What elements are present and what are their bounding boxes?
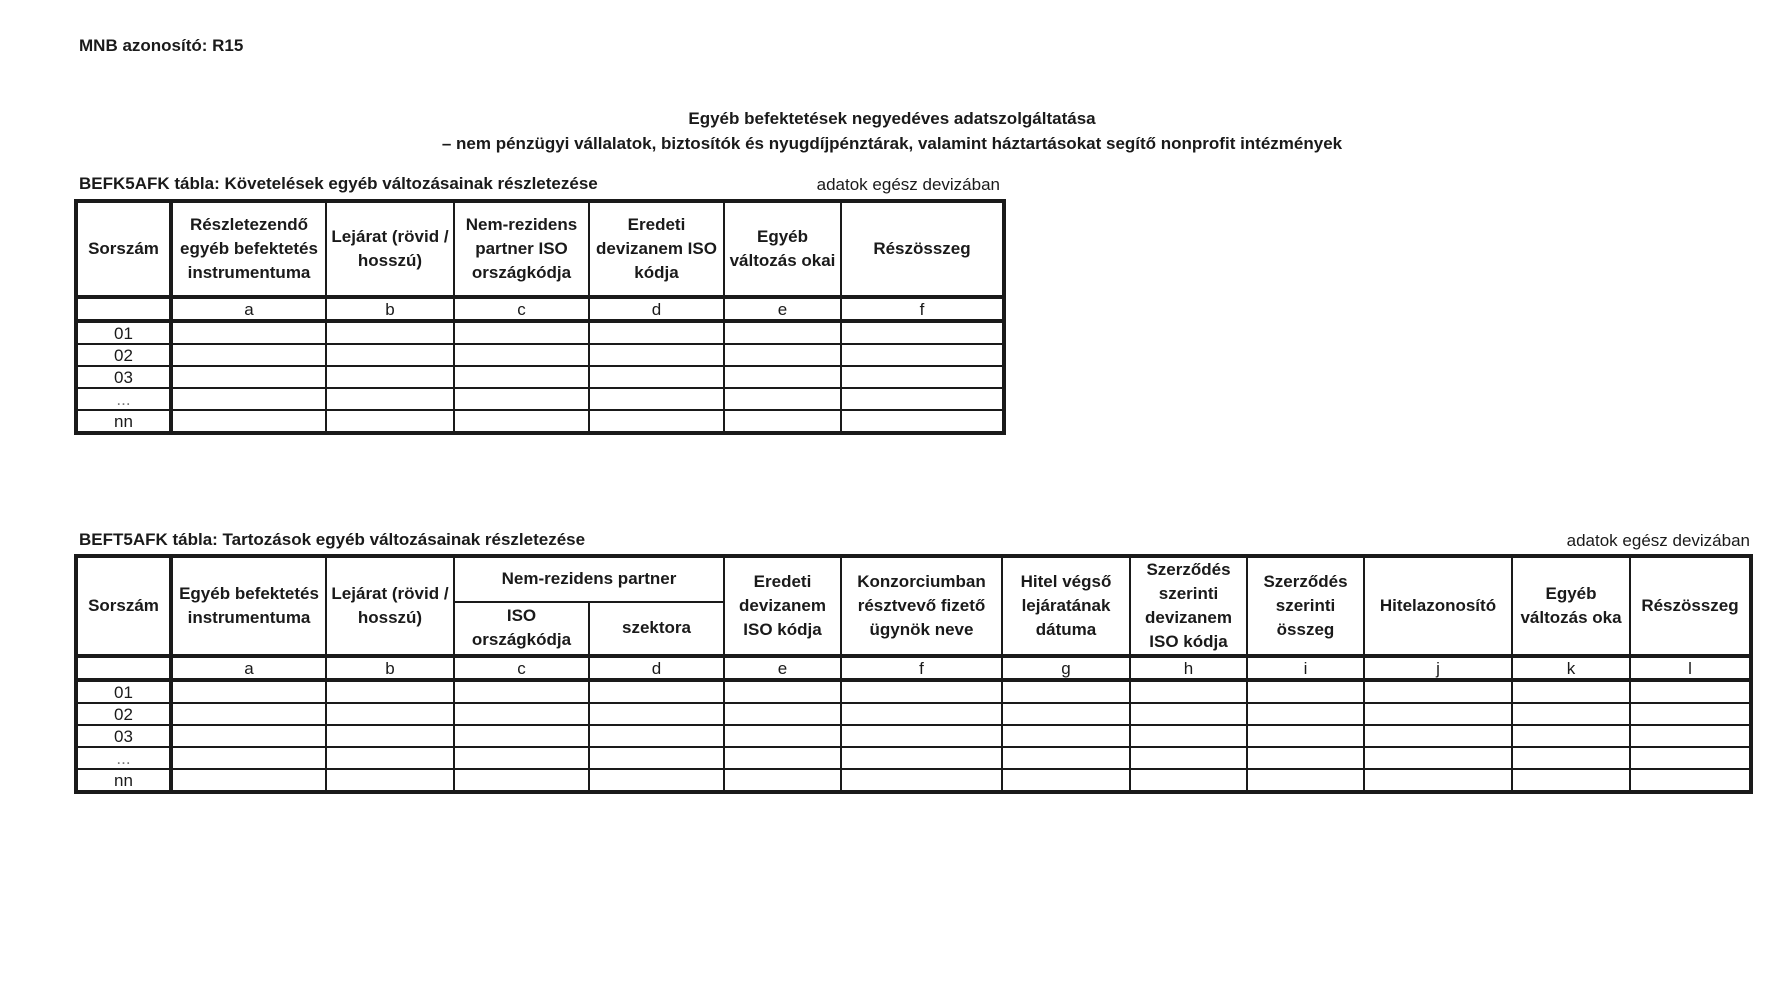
table1-claims [74, 199, 1006, 435]
table2-liabilities [74, 554, 1753, 794]
data-cell[interactable] [1364, 769, 1512, 792]
t1-header-currency: Eredeti devizanem ISO kódja [589, 201, 724, 297]
t2-header-partner-iso: ISO országkódja [454, 602, 589, 656]
data-cell[interactable] [454, 703, 589, 725]
t2-header-agent: Konzorciumban résztvevő fizető ügynök neve [841, 556, 1002, 656]
table-row [76, 725, 1751, 747]
data-cell[interactable] [1512, 680, 1630, 703]
t2-header-instrument: Egyéb befektetés instrumentuma [171, 556, 326, 656]
data-cell[interactable] [171, 725, 326, 747]
data-cell[interactable] [454, 747, 589, 769]
data-cell[interactable] [841, 680, 1002, 703]
data-cell[interactable] [326, 747, 454, 769]
table-row [76, 366, 1004, 388]
t2-letter: i [1247, 656, 1364, 680]
data-cell[interactable] [326, 769, 454, 792]
t2-letter: a [171, 656, 326, 680]
data-cell[interactable] [171, 410, 326, 433]
t1-letter: f [841, 297, 1004, 321]
data-cell[interactable] [589, 366, 724, 388]
t2-header-sorszam: Sorszám [76, 556, 171, 656]
table-row [76, 680, 1751, 703]
t2-header-subtotal: Részösszeg [1630, 556, 1751, 656]
data-cell[interactable] [724, 680, 841, 703]
t2-header-change: Egyéb változás oka [1512, 556, 1630, 656]
data-cell[interactable] [589, 769, 724, 792]
table2-caption: BEFT5AFK tábla: Tartozások egyéb változásainak részletezése [79, 530, 586, 549]
data-cell[interactable] [1364, 703, 1512, 725]
data-cell[interactable] [171, 703, 326, 725]
data-cell[interactable] [1247, 703, 1364, 725]
t1-header-sorszam: Sorszám [76, 201, 171, 297]
data-cell[interactable] [841, 703, 1002, 725]
mnb-identifier: MNB azonosító: R15 [79, 36, 244, 55]
table2-letter-row [76, 656, 1751, 680]
row-number: ... [76, 388, 171, 410]
data-cell[interactable] [454, 725, 589, 747]
table2-header-row [76, 556, 1751, 602]
t2-letter: l [1630, 656, 1751, 680]
t2-header-lejarat: Lejárat (rövid / hosszú) [326, 556, 454, 656]
data-cell[interactable] [841, 321, 1004, 344]
data-cell[interactable] [171, 388, 326, 410]
data-cell[interactable] [841, 769, 1002, 792]
data-cell[interactable] [1130, 703, 1247, 725]
data-cell[interactable] [454, 410, 589, 433]
data-cell[interactable] [326, 680, 454, 703]
data-cell[interactable] [589, 747, 724, 769]
data-cell[interactable] [1512, 769, 1630, 792]
t1-header-partner-iso: Nem-rezidens partner ISO országkódja [454, 201, 589, 297]
data-cell[interactable] [171, 769, 326, 792]
data-cell[interactable] [1130, 769, 1247, 792]
t2-header-partner-sector: szektora [589, 602, 724, 656]
data-cell[interactable] [454, 321, 589, 344]
t1-letter [76, 297, 171, 321]
data-cell[interactable] [589, 321, 724, 344]
data-cell[interactable] [171, 680, 326, 703]
t2-letter: f [841, 656, 1002, 680]
data-cell[interactable] [454, 344, 589, 366]
table1-caption: BEFK5AFK tábla: Követelések egyéb változásainak részletezése [79, 174, 598, 193]
title-line-1: Egyéb befektetések negyedéves adatszolgáltatása [688, 109, 1096, 128]
data-cell[interactable] [326, 321, 454, 344]
t2-letter: j [1364, 656, 1512, 680]
data-cell[interactable] [1512, 725, 1630, 747]
data-cell[interactable] [326, 344, 454, 366]
data-cell[interactable] [841, 725, 1002, 747]
data-cell[interactable] [841, 344, 1004, 366]
t1-letter: a [171, 297, 326, 321]
data-cell[interactable] [724, 321, 841, 344]
t1-header-subtotal: Részösszeg [841, 201, 1004, 297]
data-cell[interactable] [326, 366, 454, 388]
t1-header-lejarat: Lejárat (rövid / hosszú) [326, 201, 454, 297]
title-line-2: – nem pénzügyi vállalatok, biztosítók és nyugdíjpénztárak, valamint háztartásokat segítő nonprofit intézmények [441, 134, 1343, 153]
data-cell[interactable] [1364, 725, 1512, 747]
t1-header-instrument: Részletezendő egyéb befektetés instrumentuma [171, 201, 326, 297]
data-cell[interactable] [1630, 769, 1751, 792]
data-cell[interactable] [589, 344, 724, 366]
t2-letter: k [1512, 656, 1630, 680]
t1-header-change-reasons: Egyéb változás okai [724, 201, 841, 297]
t2-header-maturity: Hitel végső lejáratának dátuma [1002, 556, 1130, 656]
data-cell[interactable] [171, 366, 326, 388]
t2-header-loan-id: Hitelazonosító [1364, 556, 1512, 656]
data-cell[interactable] [724, 703, 841, 725]
t1-letter: c [454, 297, 589, 321]
data-cell[interactable] [1130, 725, 1247, 747]
t2-header-currency: Eredeti devizanem ISO kódja [724, 556, 841, 656]
data-cell[interactable] [1630, 680, 1751, 703]
t2-letter: h [1130, 656, 1247, 680]
t1-letter: b [326, 297, 454, 321]
data-cell[interactable] [326, 410, 454, 433]
t1-letter: d [589, 297, 724, 321]
data-cell[interactable] [326, 388, 454, 410]
t2-letter [76, 656, 171, 680]
data-cell[interactable] [1512, 747, 1630, 769]
data-cell[interactable] [1002, 725, 1130, 747]
t2-letter: b [326, 656, 454, 680]
data-cell[interactable] [589, 680, 724, 703]
data-cell[interactable] [1630, 703, 1751, 725]
data-cell[interactable] [454, 388, 589, 410]
row-number: 02 [76, 344, 171, 366]
row-number: ... [76, 747, 171, 769]
data-cell[interactable] [724, 769, 841, 792]
table-row [76, 344, 1004, 366]
data-cell[interactable] [724, 725, 841, 747]
data-cell[interactable] [589, 388, 724, 410]
data-cell[interactable] [1130, 680, 1247, 703]
data-cell[interactable] [841, 366, 1004, 388]
data-cell[interactable] [454, 366, 589, 388]
data-cell[interactable] [589, 725, 724, 747]
data-cell[interactable] [724, 747, 841, 769]
t2-letter: e [724, 656, 841, 680]
t1-letter: e [724, 297, 841, 321]
t2-letter: d [589, 656, 724, 680]
t2-header-contract-amount: Szerződés szerinti összeg [1247, 556, 1364, 656]
row-number: nn [76, 769, 171, 792]
data-cell[interactable] [454, 680, 589, 703]
t2-header-contract-currency: Szerződés szerinti devizanem ISO kódja [1130, 556, 1247, 656]
data-cell[interactable] [724, 410, 841, 433]
table2-unit: adatok egész devizában [1566, 531, 1750, 550]
table-row [76, 747, 1751, 769]
table1-letter-row [76, 297, 1004, 321]
row-number: nn [76, 410, 171, 433]
data-cell[interactable] [171, 344, 326, 366]
data-cell[interactable] [1512, 703, 1630, 725]
data-cell[interactable] [724, 366, 841, 388]
data-cell[interactable] [841, 410, 1004, 433]
data-cell[interactable] [1247, 725, 1364, 747]
data-cell[interactable] [1130, 747, 1247, 769]
data-cell[interactable] [1364, 747, 1512, 769]
data-cell[interactable] [1002, 769, 1130, 792]
document-title [0, 106, 1784, 156]
data-cell[interactable] [454, 769, 589, 792]
data-cell[interactable] [326, 703, 454, 725]
row-number: 03 [76, 366, 171, 388]
data-cell[interactable] [841, 388, 1004, 410]
data-cell[interactable] [724, 388, 841, 410]
data-cell[interactable] [1002, 703, 1130, 725]
table-row [76, 703, 1751, 725]
table-row [76, 388, 1004, 410]
table-row [76, 769, 1751, 792]
table-row [76, 410, 1004, 433]
data-cell[interactable] [841, 747, 1002, 769]
data-cell[interactable] [1247, 680, 1364, 703]
data-cell[interactable] [1002, 747, 1130, 769]
t2-header-partner-group: Nem-rezidens partner [454, 556, 724, 602]
data-cell[interactable] [1630, 725, 1751, 747]
row-number: 01 [76, 321, 171, 344]
data-cell[interactable] [589, 703, 724, 725]
data-cell[interactable] [326, 725, 454, 747]
data-cell[interactable] [1247, 747, 1364, 769]
t2-letter: c [454, 656, 589, 680]
t2-letter: g [1002, 656, 1130, 680]
table1-unit: adatok egész devizában [816, 175, 1000, 194]
data-cell[interactable] [724, 344, 841, 366]
row-number: 02 [76, 703, 171, 725]
table-row [76, 321, 1004, 344]
data-cell[interactable] [1364, 680, 1512, 703]
data-cell[interactable] [1002, 680, 1130, 703]
data-cell[interactable] [171, 321, 326, 344]
row-number: 03 [76, 725, 171, 747]
data-cell[interactable] [1247, 769, 1364, 792]
data-cell[interactable] [589, 410, 724, 433]
data-cell[interactable] [171, 747, 326, 769]
table1-header-row [76, 201, 1004, 297]
data-cell[interactable] [1630, 747, 1751, 769]
row-number: 01 [76, 680, 171, 703]
